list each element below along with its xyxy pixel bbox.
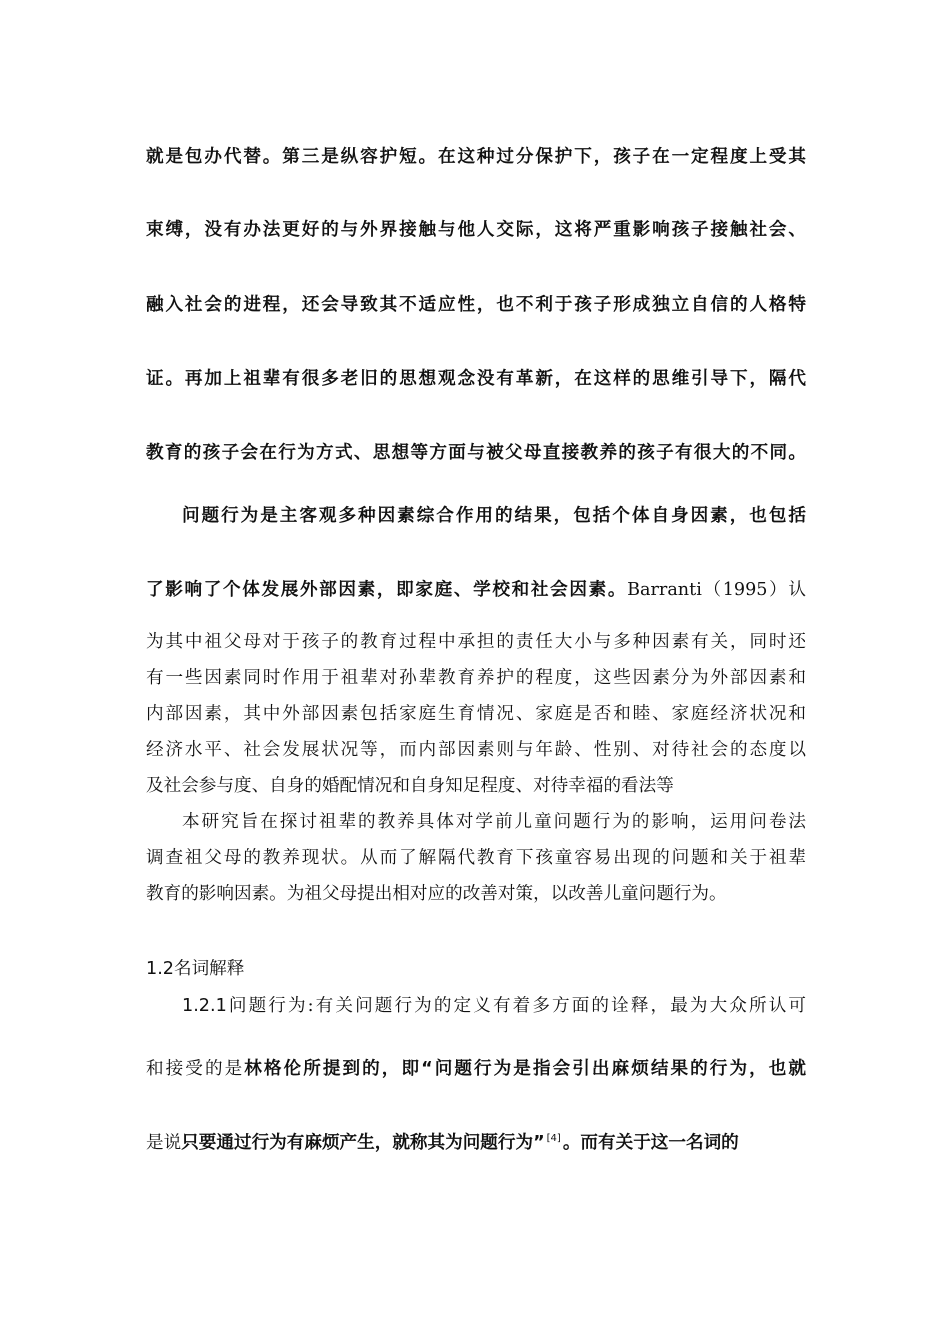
paragraph-line-7	[146, 576, 806, 601]
paragraph-line-11: 经济水平、社会发展状况等，而内部因素则与年龄、性别、对待社会的态度以	[146, 740, 806, 760]
paragraph-line-5: 教育的孩子会在行为方式、思想等方面与被父母直接教养的孩子有很大的不同。	[146, 443, 806, 463]
paragraph-line-1: 就是包办代替。第三是纵容护短。在这种过分保护下，孩子在一定程度上受其	[146, 147, 806, 167]
paragraph-line-6: 问题行为是主客观多种因素综合作用的结果，包括个体自身因素，也包括	[182, 506, 806, 526]
paragraph-line-13: 本研究旨在探讨祖辈的教养具体对学前儿童问题行为的影响，运用问卷法	[182, 812, 806, 832]
paragraph-line-14: 调查祖父母的教养现状。从而了解隔代教育下孩童容易出现的问题和关于祖辈	[146, 848, 806, 868]
paragraph-line-2: 束缚，没有办法更好的与外界接触与他人交际，这将严重影响孩子接触社会、	[146, 220, 806, 240]
paragraph-line-10: 内部因素，其中外部因素包括家庭生育情况、家庭是否和睦、家庭经济状况和	[146, 704, 806, 724]
definition-line-3-sans: 只要通过行为有麻烦产生，就称其为问题行为”	[181, 1133, 545, 1153]
definition-line-1	[182, 992, 806, 1017]
definition-text: :有关问题行为的定义有着多方面的诠释，最为大众所认可	[307, 996, 806, 1016]
definition-line-3-serif: 是说	[146, 1133, 182, 1153]
paragraph-line-3: 融入社会的进程，还会导致其不适应性，也不利于孩子形成独立自信的人格特	[146, 295, 806, 315]
paragraph-line-9: 有一些因素同时作用于祖辈对孙辈教育养护的程度，这些因素分为外部因素和	[146, 668, 806, 688]
paragraph-line-4: 证。再加上祖辈有很多老旧的思想观念没有革新，在这样的思维引导下，隔代	[146, 369, 806, 389]
definition-line-2	[146, 1055, 806, 1080]
definition-line-3-tail: 。而有关于这一名词的	[562, 1133, 739, 1153]
definition-line-2-sans: 林格伦所提到的，即“问题行为是指会引出麻烦结果的行为，也就	[244, 1059, 806, 1079]
citation-marker: [4]	[546, 1133, 561, 1144]
paragraph-line-15: 教育的影响因素。为祖父母提出相对应的改善对策，以改善儿童问题行为。	[146, 884, 727, 904]
line7-sans-part: 了影响了个体发展外部因素，即家庭、学校和社会因素。	[146, 580, 628, 600]
line7-serif-part: Barranti（1995）认	[627, 580, 806, 600]
definition-term: 1.2.1问题行为	[182, 996, 308, 1016]
section-heading: 1.2名词解释	[146, 959, 245, 979]
paragraph-line-12: 及社会参与度、自身的婚配情况和自身知足程度、对待幸福的看法等	[146, 776, 674, 796]
paragraph-line-8: 为其中祖父母对于孩子的教育过程中承担的责任大小与多种因素有关，同时还	[146, 632, 806, 652]
definition-line-2-serif: 和接受的是	[146, 1059, 245, 1079]
definition-line-3	[146, 1129, 806, 1154]
